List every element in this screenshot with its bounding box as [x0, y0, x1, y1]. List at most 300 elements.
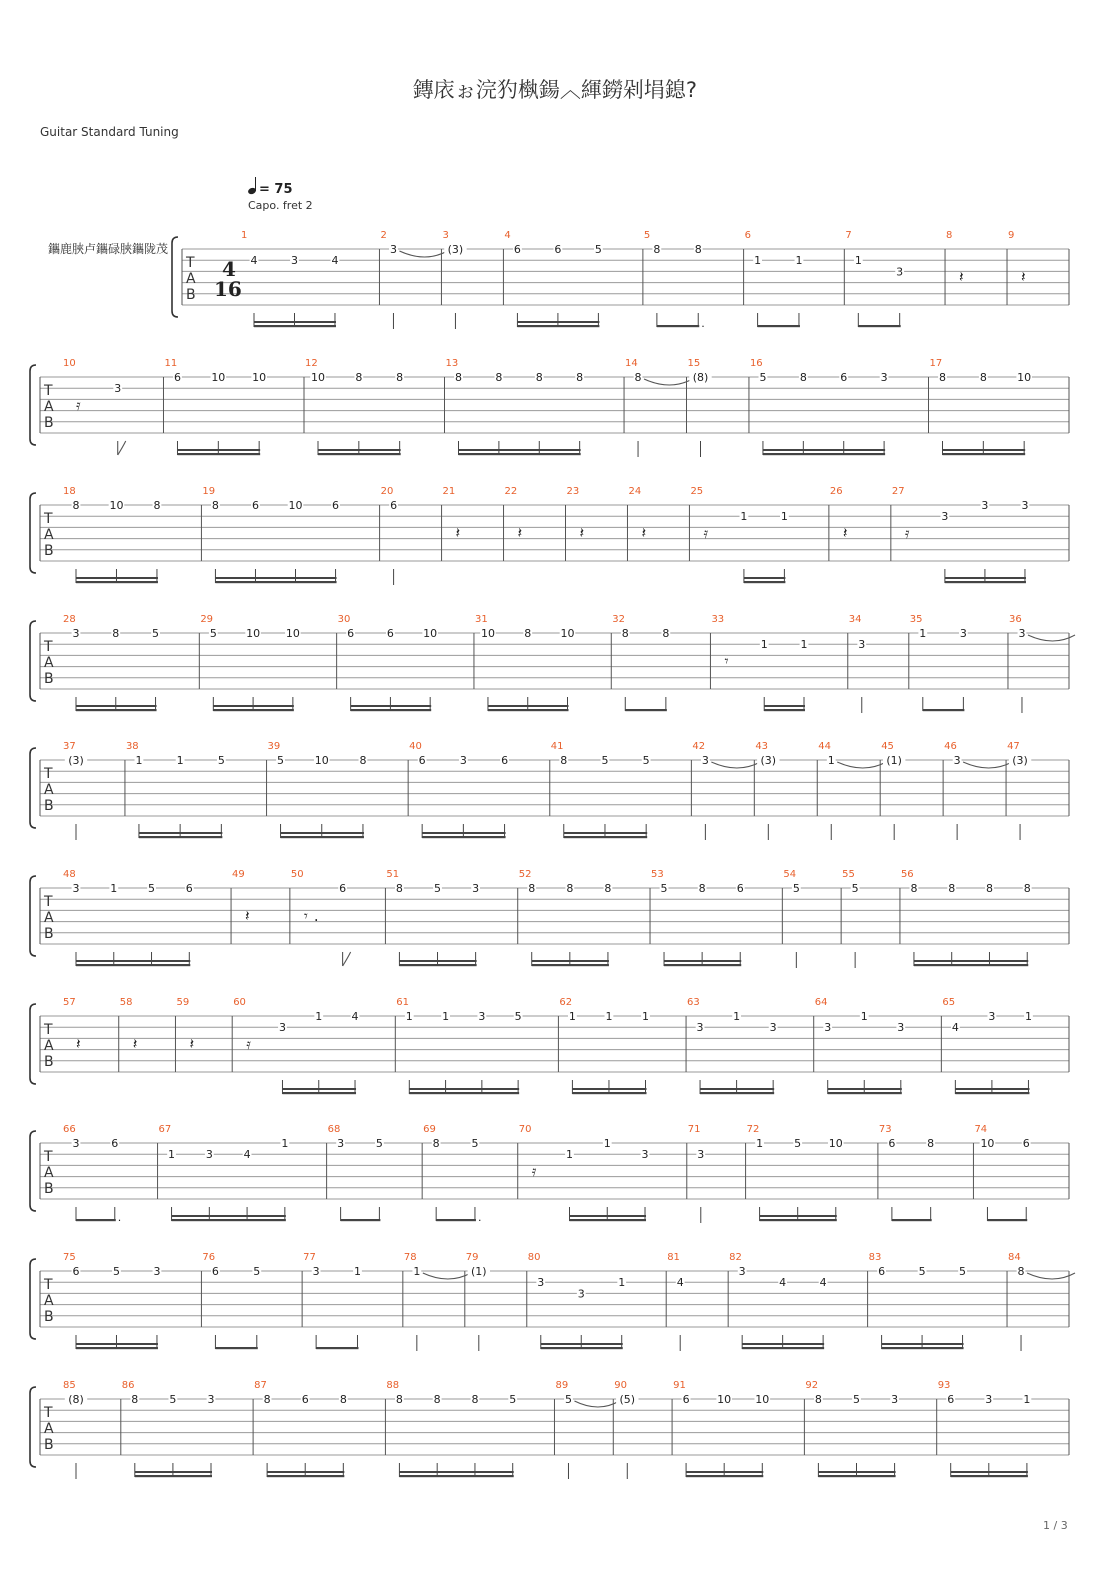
measure: [879, 1124, 974, 1221]
fret-number: 10: [252, 371, 267, 384]
beam-secondary: [572, 1088, 646, 1090]
fret-number: 6: [736, 882, 744, 895]
measure: [404, 1252, 471, 1351]
measure: [202, 486, 379, 583]
system-bracket: [30, 365, 36, 445]
fret-number: 10: [310, 371, 325, 384]
rest-symbol: 𝄿: [904, 524, 910, 542]
measure-number: 21: [442, 486, 456, 497]
fret-number: 3: [537, 1276, 545, 1290]
fret-number: 6: [947, 1393, 955, 1406]
measure: [200, 614, 336, 711]
measure: [612, 614, 710, 711]
beam: [758, 325, 800, 327]
fret-number: 5: [594, 243, 602, 256]
fret-number: 3: [278, 1021, 286, 1035]
staff-system: [30, 741, 1069, 840]
beam-secondary: [267, 1471, 344, 1473]
beam: [763, 453, 885, 455]
fret-number: 10: [314, 754, 329, 767]
measure: [783, 869, 841, 968]
measure-number: 93: [937, 1380, 951, 1391]
fret-number: 8: [1017, 1265, 1025, 1278]
measure-number: 1: [241, 230, 248, 241]
measure-number: 59: [176, 997, 190, 1008]
tab-clef-letter: A: [44, 910, 54, 926]
fret-number: 3: [577, 1287, 585, 1301]
measure-number: 2: [380, 230, 387, 241]
fret-number: 3: [290, 254, 298, 268]
fret-number: 8: [339, 1393, 347, 1406]
beam: [882, 1347, 964, 1349]
measure: [63, 741, 125, 840]
fret-number: 10: [980, 1137, 995, 1150]
fret-number: 8: [814, 1393, 822, 1406]
fret-number: 3: [312, 1265, 320, 1278]
beam-secondary: [742, 1343, 824, 1345]
measure: [241, 230, 379, 327]
measure-number: 91: [673, 1380, 686, 1391]
measure-number: 76: [202, 1252, 216, 1263]
measure: [559, 997, 686, 1094]
fret-number: 5: [209, 627, 217, 640]
measure-number: 22: [504, 486, 518, 497]
measure-number: 48: [63, 869, 76, 880]
measure-number: 86: [121, 1380, 135, 1391]
measure-number: 16: [749, 358, 763, 369]
fret-number: 6: [682, 1393, 690, 1406]
fret-number: 8: [153, 499, 161, 512]
fret-number: 5: [959, 1265, 967, 1278]
measure-number: 19: [202, 486, 216, 497]
beam: [742, 1347, 824, 1349]
tab-clef-letter: B: [44, 1181, 54, 1197]
beam-secondary: [686, 1471, 763, 1473]
fret-number: 6: [185, 882, 193, 895]
beam: [318, 453, 401, 455]
measure: [466, 1252, 527, 1351]
beam-secondary: [459, 449, 581, 451]
measure: [63, 486, 201, 583]
measure: [892, 486, 1069, 583]
measure-number: 42: [692, 741, 706, 752]
fret-number: 1: [827, 754, 835, 767]
measure: [667, 1252, 728, 1351]
tab-clef-letter: T: [44, 1149, 53, 1165]
tab-clef-letter: T: [44, 766, 53, 782]
beam: [572, 1092, 646, 1094]
tab-clef-letter: B: [44, 543, 54, 559]
fret-number: 3: [207, 1393, 215, 1406]
beam-secondary: [399, 960, 476, 962]
measure-number: 78: [403, 1252, 417, 1263]
fret-number: 10: [828, 1137, 843, 1150]
fret-number: 1: [800, 638, 808, 652]
fret-number: 10: [288, 499, 303, 512]
beam-secondary: [532, 960, 609, 962]
beam: [76, 709, 157, 711]
fret-number: 8: [355, 371, 363, 384]
system-bracket: [30, 493, 36, 573]
measure-number: 79: [465, 1252, 479, 1263]
measure: [1007, 741, 1069, 840]
measure-number: 84: [1008, 1252, 1021, 1263]
fret-number: 5: [375, 1137, 383, 1150]
measure: [63, 869, 231, 966]
beam-secondary: [281, 832, 364, 834]
fret-number: 8: [698, 882, 706, 895]
fret-number: 3: [896, 265, 904, 279]
fret-number: 5: [851, 882, 859, 895]
beam: [422, 836, 505, 838]
measure-number: 31: [474, 614, 488, 625]
note-flag: [118, 441, 126, 455]
fret-number: 5: [253, 1265, 261, 1278]
measure: [747, 1124, 878, 1221]
measure: [291, 869, 386, 966]
tab-clef-letter: T: [44, 511, 53, 527]
fret-number: 4: [819, 1276, 827, 1290]
beam-secondary: [351, 705, 432, 707]
measure-number: 9: [1008, 230, 1015, 241]
fret-number: 3: [858, 638, 866, 652]
fret-number: 3: [891, 1393, 899, 1406]
staff-system: [30, 1252, 1075, 1351]
fret-number: 3: [1018, 627, 1026, 640]
measure-number: 62: [559, 997, 573, 1008]
fret-number: 5: [852, 1393, 860, 1406]
fret-number: 10: [246, 627, 261, 640]
measure-number: 56: [900, 869, 914, 880]
fret-number: 10: [109, 499, 124, 512]
beam: [517, 325, 599, 327]
fret-number: (3): [447, 243, 464, 256]
measure: [974, 1124, 1069, 1221]
measure: [555, 1380, 619, 1479]
beam: [686, 1475, 763, 1477]
measure: [159, 1124, 327, 1221]
measure: [755, 741, 817, 840]
fret-number: 3: [696, 1021, 704, 1035]
fret-number: 5: [471, 1137, 479, 1150]
fret-number: 6: [173, 371, 181, 384]
measure-number: 87: [254, 1380, 267, 1391]
measure-number: 69: [423, 1124, 436, 1135]
fret-number: 3: [953, 754, 961, 767]
beam: [409, 1092, 519, 1094]
beam: [569, 1219, 646, 1221]
fret-number: (3): [1012, 754, 1028, 767]
measure: [338, 614, 474, 711]
rest-symbol: 𝄽: [189, 1035, 195, 1053]
rest-symbol: 𝄽: [1021, 268, 1026, 286]
measure: [849, 614, 909, 713]
fret-number: 3: [981, 499, 989, 512]
beam-secondary: [664, 960, 741, 962]
fret-number: 3: [769, 1021, 777, 1035]
system-bracket: [30, 1131, 36, 1211]
measure-number: 74: [974, 1124, 988, 1135]
measure-number: 77: [303, 1252, 316, 1263]
measure-number: 25: [690, 486, 704, 497]
fret-number: 3: [389, 243, 397, 256]
tab-clef-letter: B: [44, 926, 54, 942]
rest-symbol: 𝄿: [76, 396, 81, 414]
fret-number: 6: [301, 1393, 309, 1406]
measure-number: 72: [746, 1124, 760, 1135]
fret-number: 1: [135, 754, 143, 767]
measure-number: 65: [942, 997, 956, 1008]
measure-number: 53: [651, 869, 664, 880]
measure: [673, 1380, 804, 1477]
measure-number: 41: [550, 741, 564, 752]
fret-number: (1): [471, 1265, 487, 1278]
beam: [955, 1092, 1029, 1094]
fret-number: 6: [1022, 1137, 1030, 1150]
tab-clef-letter: B: [44, 1309, 54, 1325]
beam-secondary: [488, 705, 569, 707]
fret-number: 8: [535, 371, 543, 384]
fret-number: 1: [780, 510, 788, 524]
measure: [929, 358, 1069, 455]
fret-number: (5): [619, 1393, 636, 1406]
beam-secondary: [177, 449, 260, 451]
tab-clef-letter: A: [44, 1293, 54, 1309]
measure: [63, 1252, 201, 1349]
beam-secondary: [135, 1471, 212, 1473]
fret-number: 8: [433, 1393, 441, 1406]
fret-number: 3: [478, 1010, 486, 1023]
fret-number: 8: [395, 1393, 403, 1406]
fret-number: 3: [641, 1148, 649, 1162]
measure-number: 33: [711, 614, 725, 625]
fret-number: 1: [860, 1010, 868, 1023]
fret-number: 1: [756, 1137, 764, 1150]
fret-number: 4: [250, 254, 258, 268]
measure: [233, 997, 395, 1094]
measure-number: 71: [687, 1124, 701, 1135]
tie-arc: [837, 762, 886, 768]
measure: [750, 358, 929, 455]
beam-secondary: [951, 1471, 1028, 1473]
beam-secondary: [882, 1343, 964, 1345]
fret-number: 6: [386, 627, 394, 640]
measure-number: 50: [290, 869, 304, 880]
rest-symbol: 𝄾: [303, 907, 308, 925]
fret-number: 8: [263, 1393, 271, 1406]
fret-number: 1: [1023, 1393, 1031, 1406]
fret-number: 5: [148, 882, 156, 895]
beam: [76, 1219, 116, 1221]
fret-number: 8: [528, 882, 536, 895]
measure-number: 5: [643, 230, 651, 241]
measure: [1009, 614, 1075, 713]
measure: [202, 1252, 302, 1349]
fret-number: 10: [560, 627, 575, 640]
measure-number: 18: [63, 486, 76, 497]
measure-number: 17: [929, 358, 943, 369]
fret-number: 5: [217, 754, 225, 767]
measure: [688, 1124, 746, 1223]
fret-number: 1: [168, 1148, 176, 1162]
song-title: 鏄庡ぉ浣犳槸鍚︿緷鐒剁埍鎴?: [412, 78, 698, 102]
beam: [987, 1219, 1027, 1221]
measure: [63, 358, 163, 455]
fret-number: 6: [111, 1137, 119, 1150]
measure: [519, 869, 650, 966]
tie-arc: [644, 379, 692, 385]
fret-number: 5: [660, 882, 668, 895]
fret-number: 1: [110, 882, 118, 895]
beam: [951, 1475, 1028, 1477]
measure: [651, 869, 782, 966]
beam: [488, 709, 569, 711]
tab-clef-letter: B: [186, 287, 196, 303]
measure-number: 49: [232, 869, 245, 880]
measure-number: 35: [909, 614, 923, 625]
measure: [122, 1380, 253, 1477]
fret-number: 4: [676, 1276, 684, 1290]
svg-text:.: .: [701, 317, 705, 330]
beam: [436, 1219, 476, 1221]
staff-system: [172, 230, 1069, 330]
measure: [551, 741, 692, 838]
fret-number: 5: [169, 1393, 177, 1406]
measure-number: 43: [755, 741, 769, 752]
fret-number: 1: [413, 1265, 421, 1278]
system-bracket: [30, 748, 36, 828]
staff-system: [30, 486, 1069, 585]
fret-number: 8: [621, 627, 629, 640]
measure: [381, 486, 442, 585]
tempo-value: = 75: [259, 182, 293, 197]
fret-number: 8: [112, 627, 120, 640]
measure-number: 12: [304, 358, 318, 369]
staff-system: [30, 997, 1069, 1094]
svg-text:.: .: [117, 1211, 122, 1224]
measure-number: 92: [805, 1380, 819, 1391]
fret-number: 1: [353, 1265, 361, 1278]
beam: [945, 581, 1026, 583]
measure-number: 89: [555, 1380, 569, 1391]
beam: [532, 964, 609, 966]
fret-number: 5: [509, 1393, 517, 1406]
beam: [76, 1347, 158, 1349]
fret-number: 4: [351, 1010, 359, 1023]
fret-number: 8: [948, 882, 956, 895]
measure: [901, 869, 1069, 966]
measure: [268, 741, 409, 838]
measure: [690, 486, 828, 583]
fret-number: 8: [927, 1137, 935, 1150]
fret-number: 8: [576, 371, 584, 384]
fret-number: 1: [442, 1010, 450, 1023]
fret-number: (8): [68, 1393, 84, 1406]
beam-secondary: [914, 960, 1028, 962]
fret-number: 3: [72, 1137, 80, 1150]
fret-number: 8: [799, 371, 807, 384]
measure-number: 51: [386, 869, 400, 880]
fret-number: 1: [754, 254, 762, 268]
fret-number: 8: [634, 371, 642, 384]
beam-secondary: [541, 1343, 623, 1345]
measure-number: 90: [614, 1380, 628, 1391]
beam-secondary: [76, 960, 190, 962]
fret-number: 5: [794, 1137, 802, 1150]
fret-number: 8: [694, 243, 702, 256]
measure-number: 55: [842, 869, 855, 880]
tab-clef-letter: T: [44, 1405, 53, 1421]
beam: [316, 1347, 358, 1349]
fret-number: 8: [985, 882, 993, 895]
fret-number: 3: [337, 1137, 345, 1150]
measure-number: 54: [783, 869, 797, 880]
beam: [942, 453, 1025, 455]
measure: [303, 1252, 403, 1349]
staff-system: [30, 1380, 1069, 1479]
fret-number: 1: [405, 1010, 413, 1023]
fret-number: 8: [1023, 882, 1031, 895]
measure-number: 63: [687, 997, 700, 1008]
measure: [164, 358, 304, 455]
measure-number: 45: [881, 741, 894, 752]
rest-symbol: 𝄽: [579, 524, 585, 542]
tab-clef-letter: T: [186, 255, 195, 271]
beam-secondary: [764, 705, 805, 707]
fret-number: 8: [395, 882, 403, 895]
page-number: 1 / 3: [1043, 1519, 1068, 1532]
measure: [942, 997, 1069, 1094]
fret-number: 10: [480, 627, 495, 640]
measure-number: 67: [158, 1124, 172, 1135]
tab-clef-letter: A: [44, 655, 54, 671]
beam-secondary: [76, 577, 158, 579]
measure-number: 39: [267, 741, 281, 752]
measure: [881, 741, 943, 840]
tab-clef-letter: T: [44, 1277, 53, 1293]
beam-secondary: [564, 832, 647, 834]
measure: [818, 741, 886, 840]
tab-clef-letter: T: [44, 383, 53, 399]
measure-number: 80: [527, 1252, 541, 1263]
measure: [63, 1124, 158, 1224]
beam: [664, 964, 741, 966]
beam: [399, 1475, 513, 1477]
measure-number: 15: [687, 358, 701, 369]
fret-number: 5: [514, 1010, 522, 1023]
fret-number: 1: [1024, 1010, 1032, 1023]
tie-arc: [399, 251, 447, 257]
beam-secondary: [282, 1088, 356, 1090]
tab-clef-letter: B: [44, 798, 54, 814]
beam-secondary: [139, 832, 222, 834]
beam: [914, 964, 1028, 966]
measure: [475, 614, 611, 711]
measure-number: 13: [445, 358, 459, 369]
measure: [869, 1252, 1007, 1349]
fret-number: 8: [560, 754, 568, 767]
fret-number: (8): [692, 371, 709, 384]
beam: [700, 1092, 774, 1094]
beam: [281, 836, 364, 838]
fret-number: 1: [281, 1137, 289, 1150]
beam-secondary: [945, 577, 1026, 579]
fret-number: 3: [897, 1021, 905, 1035]
measure: [442, 230, 503, 329]
tab-clef-letter: T: [44, 1022, 53, 1038]
beam-secondary: [399, 1471, 513, 1473]
measure-number: 6: [744, 230, 751, 241]
